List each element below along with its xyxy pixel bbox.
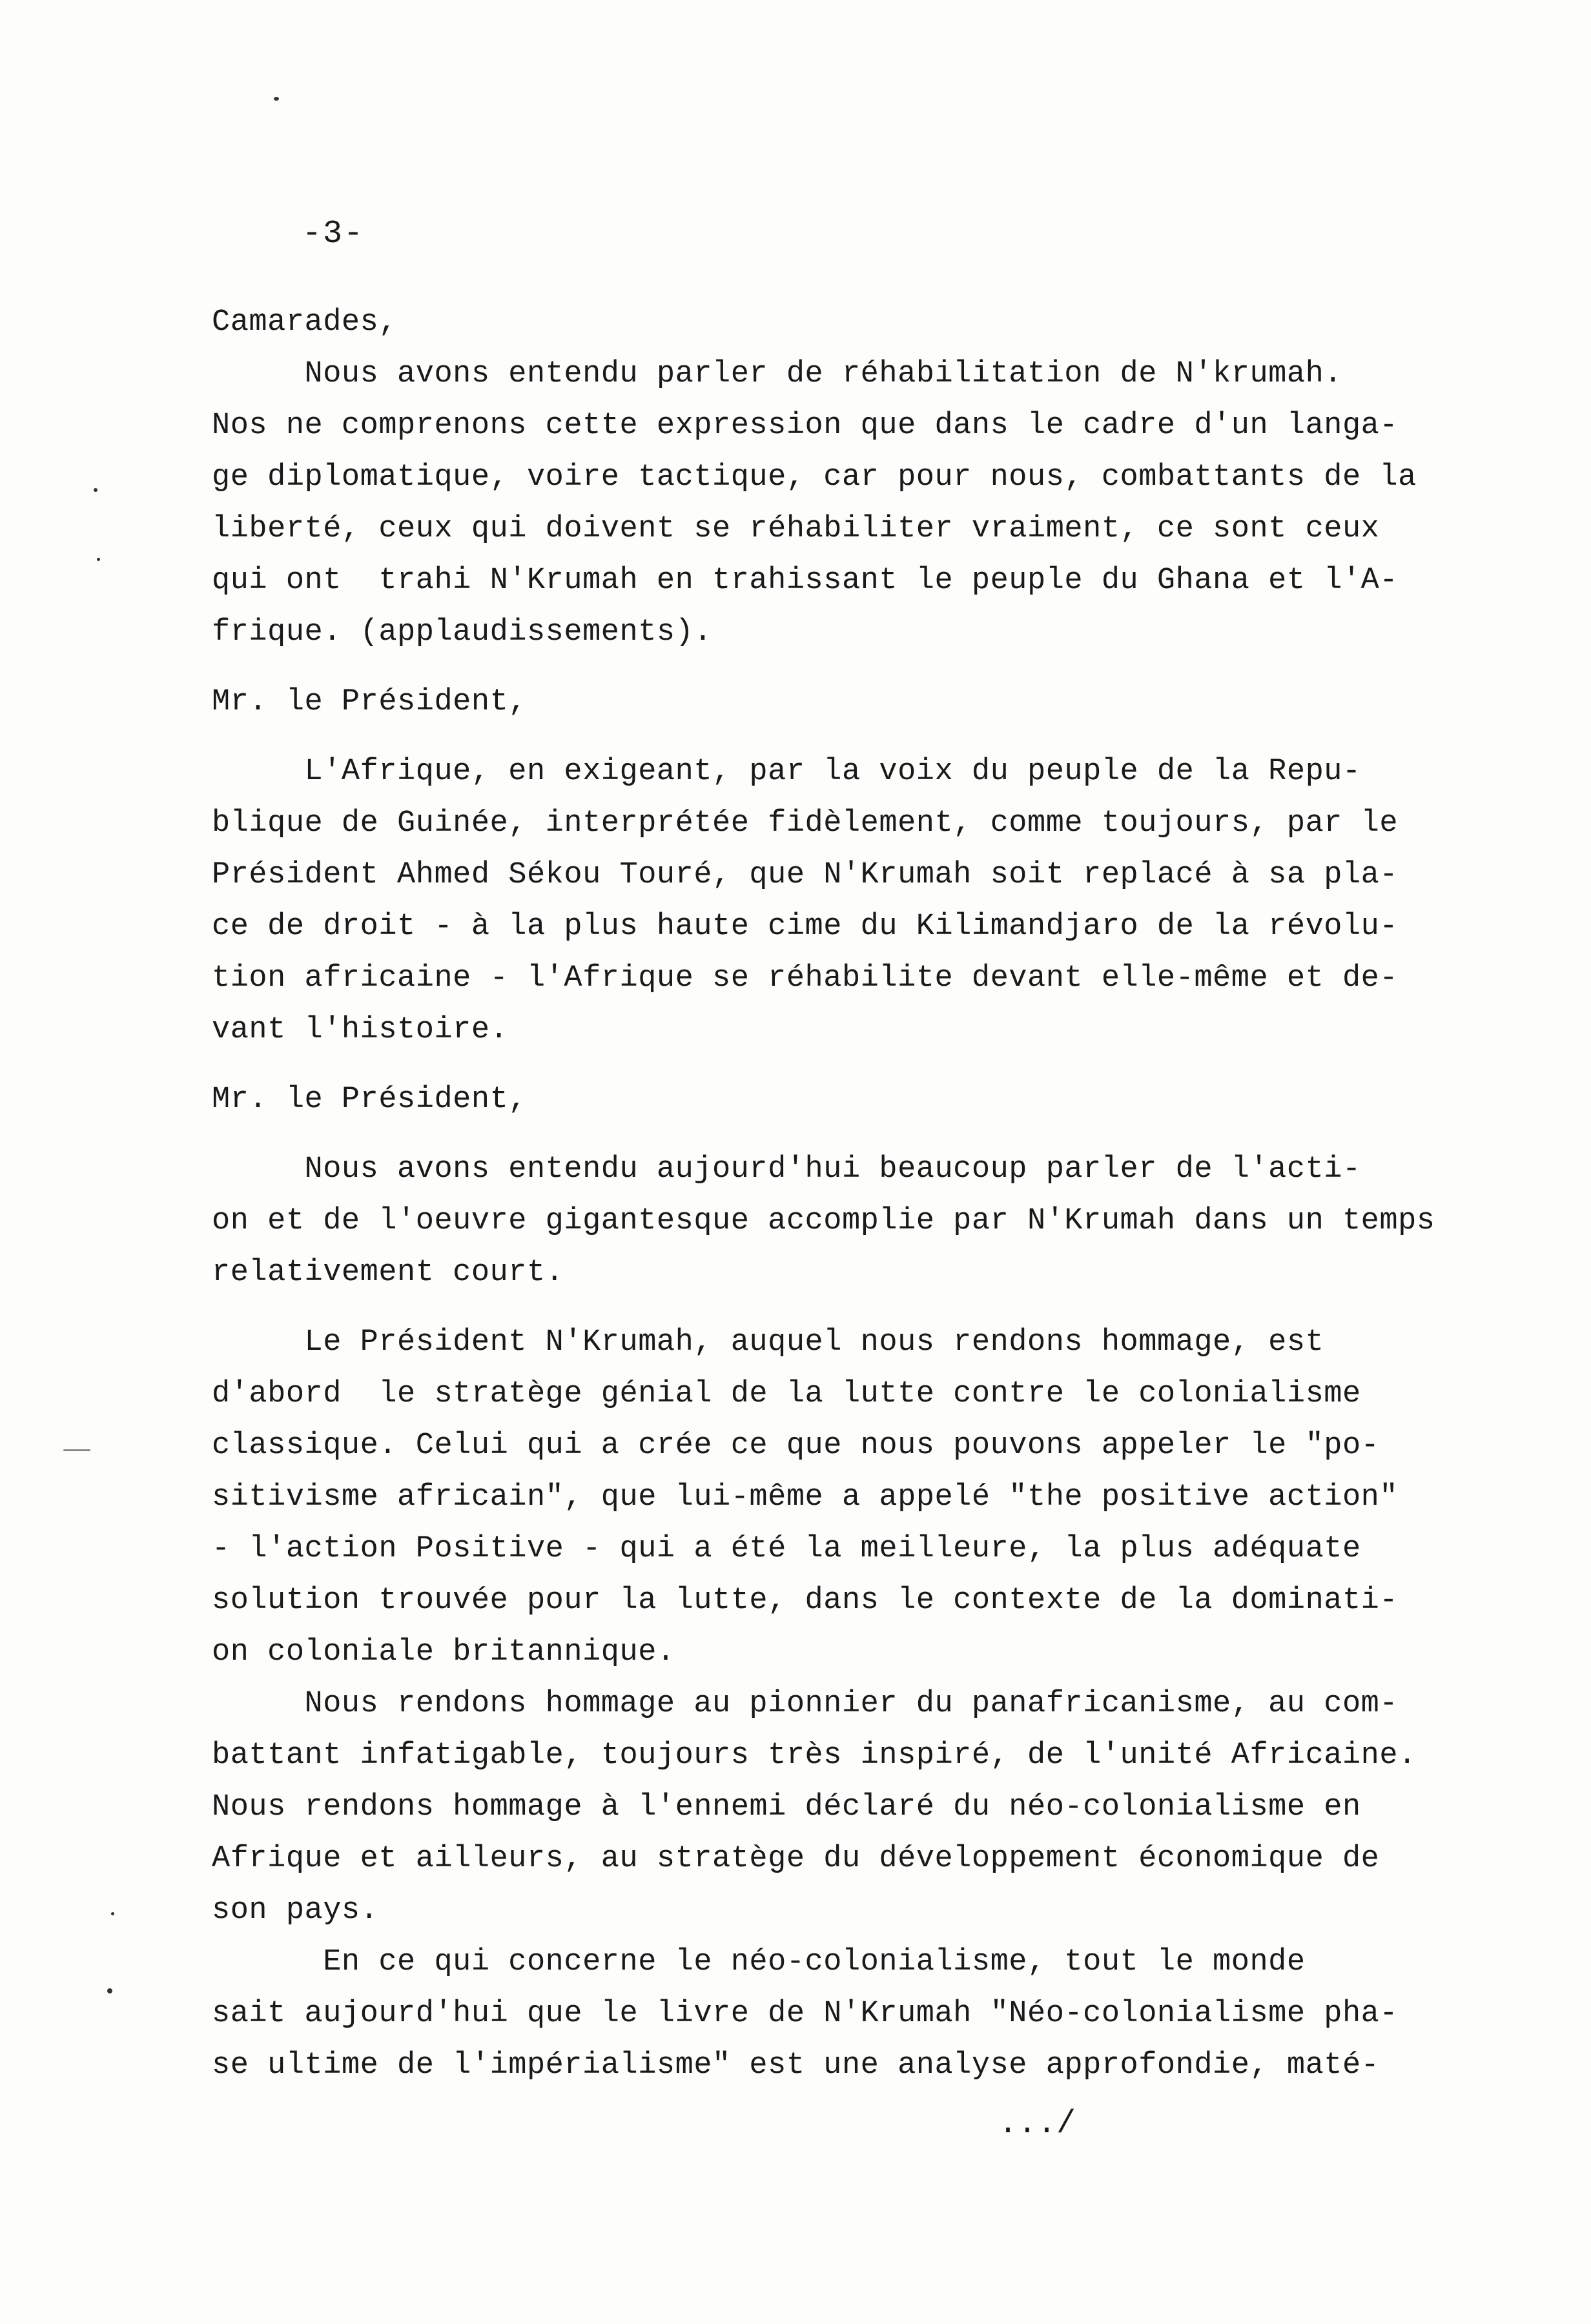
text-line: Nous rendons hommage au pionnier du panafricanisme, au com- bbox=[212, 1687, 1399, 1721]
text-line: vant l'histoire. bbox=[212, 1013, 509, 1047]
text-line: Le Président N'Krumah, auquel nous rendons hommage, est bbox=[212, 1325, 1324, 1360]
text-line: son pays. bbox=[212, 1893, 379, 1928]
paragraph-gap bbox=[212, 1126, 1477, 1144]
ink-speck bbox=[94, 488, 98, 492]
text-line: Nous avons entendu parler de réhabilitation de N'krumah. bbox=[212, 357, 1342, 391]
text-line: ge diplomatique, voire tactique, car pour nous, combattants de la bbox=[212, 460, 1417, 494]
paragraph bbox=[212, 1317, 1477, 1678]
text-line: on coloniale britannique. bbox=[212, 1635, 675, 1669]
paragraph bbox=[212, 746, 1477, 1056]
text-line: Afrique et ailleurs, au stratège du développement économique de bbox=[212, 1842, 1380, 1876]
text-line: d'abord le stratège génial de la lutte contre le colonialisme bbox=[212, 1377, 1361, 1411]
text-line: classique. Celui qui a crée ce que nous pouvons appeler le "po- bbox=[212, 1429, 1380, 1463]
paragraph bbox=[212, 1144, 1477, 1299]
text-line: blique de Guinée, interprétée fidèlement, comme toujours, par le bbox=[212, 806, 1399, 841]
paragraph bbox=[212, 349, 1477, 658]
text-line: liberté, ceux qui doivent se réhabiliter vraiment, ce sont ceux bbox=[212, 512, 1380, 546]
ink-speck bbox=[63, 1449, 90, 1451]
ink-speck bbox=[107, 1988, 112, 1993]
paragraph-gap bbox=[212, 658, 1477, 677]
paragraph bbox=[212, 1678, 1477, 1937]
paragraph bbox=[212, 1937, 1477, 2092]
text-line: sait aujourd'hui que le livre de N'Krumah "Néo-colonialisme pha- bbox=[212, 1997, 1399, 2031]
text-line: battant infatigable, toujours très inspiré, de l'unité Africaine. bbox=[212, 1738, 1417, 1773]
text-line: on et de l'oeuvre gigantesque accomplie par N'Krumah dans un temps bbox=[212, 1204, 1435, 1238]
text-line: Camarades, bbox=[212, 305, 398, 340]
letter-body bbox=[212, 297, 1477, 2092]
text-line: solution trouvée pour la lutte, dans le contexte de la dominati- bbox=[212, 1584, 1399, 1618]
text-line: Mr. le Président, bbox=[212, 1083, 527, 1117]
text-line: se ultime de l'impérialisme" est une analyse approfondie, maté- bbox=[212, 2048, 1380, 2083]
paragraph-gap bbox=[212, 1299, 1477, 1317]
paragraph-salutation bbox=[212, 297, 1477, 349]
paragraph-gap bbox=[212, 728, 1477, 746]
text-line: tion africaine - l'Afrique se réhabilite devant elle-même et de- bbox=[212, 961, 1399, 995]
ink-speck bbox=[274, 97, 279, 101]
text-line: ce de droit - à la plus haute cime du Kilimandjaro de la révolu- bbox=[212, 910, 1399, 944]
page-number: -3- bbox=[302, 216, 365, 252]
paragraph-salutation bbox=[212, 1074, 1477, 1126]
text-line: Président Ahmed Sékou Touré, que N'Krumah soit replacé à sa pla- bbox=[212, 858, 1399, 892]
text-line: Nous rendons hommage à l'ennemi déclaré du néo-colonialisme en bbox=[212, 1790, 1361, 1824]
text-line: L'Afrique, en exigeant, par la voix du peuple de la Repu- bbox=[212, 755, 1361, 789]
text-line: qui ont trahi N'Krumah en trahissant le peuple du Ghana et l'A- bbox=[212, 564, 1399, 598]
text-line: frique. (applaudissements). bbox=[212, 615, 713, 649]
text-line: relativement court. bbox=[212, 1256, 564, 1290]
continuation-mark: .../ bbox=[998, 2106, 1076, 2143]
text-line: Nos ne comprenons cette expression que dans le cadre d'un langa- bbox=[212, 409, 1399, 443]
ink-speck bbox=[111, 1912, 114, 1915]
text-line: - l'action Positive - qui a été la meilleure, la plus adéquate bbox=[212, 1532, 1361, 1566]
text-line: Nous avons entendu aujourd'hui beaucoup parler de l'acti- bbox=[212, 1152, 1361, 1187]
paragraph-salutation bbox=[212, 677, 1477, 728]
ink-speck bbox=[97, 558, 100, 561]
text-line: En ce qui concerne le néo-colonialisme, tout le monde bbox=[212, 1945, 1306, 1979]
paragraph-gap bbox=[212, 1056, 1477, 1074]
text-line: sitivisme africain", que lui-même a appelé "the positive action" bbox=[212, 1480, 1399, 1514]
text-line: Mr. le Président, bbox=[212, 685, 527, 719]
